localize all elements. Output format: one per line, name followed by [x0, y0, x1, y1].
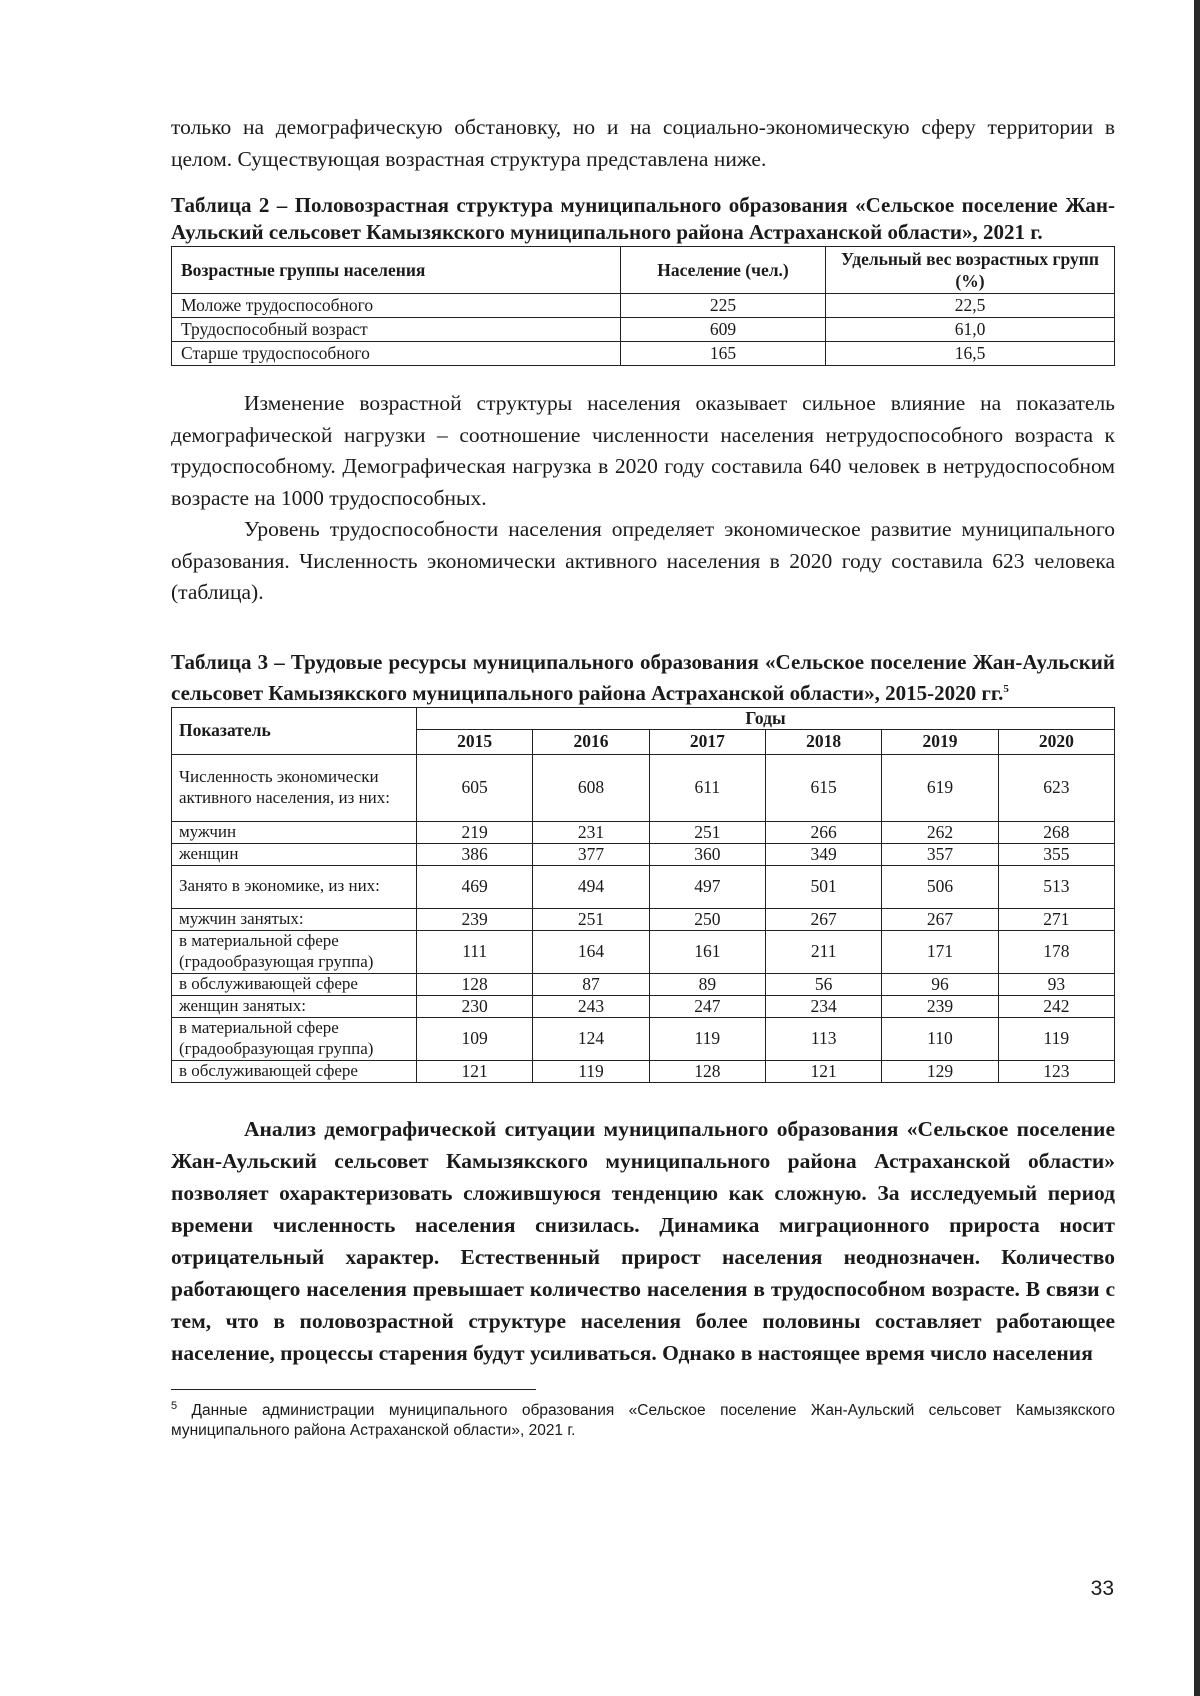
table3-cell: 109: [417, 1017, 533, 1060]
table3-cell: 178: [998, 930, 1114, 973]
table3-cell: 171: [882, 930, 998, 973]
table3-cell: 119: [649, 1017, 765, 1060]
table3-cell: 619: [882, 754, 998, 821]
table3-cell: 111: [417, 930, 533, 973]
table2-cell: Трудоспособный возраст: [172, 318, 621, 342]
table3-cell: 271: [998, 908, 1114, 930]
table3-cell: 349: [765, 843, 881, 865]
table3-cell: 266: [765, 821, 881, 843]
table3-cell: 129: [882, 1060, 998, 1082]
table3-body: [172, 754, 1115, 1082]
table2-header-row: [172, 247, 1115, 294]
table3-cell: 360: [649, 843, 765, 865]
table3-cell: 377: [533, 843, 649, 865]
table3-header-row-1: [172, 707, 1115, 729]
table3-cell: 386: [417, 843, 533, 865]
table-row: [172, 1060, 1115, 1082]
table3-cell: 623: [998, 754, 1114, 821]
table3-caption-text: Таблица 3 – Трудовые ресурсы муниципального образования «Сельское поселение Жан-Аульский сельсовет Камызякского муниципального района Астраханской области», 2015-2020 гг.: [171, 649, 1115, 705]
table-row: [172, 1017, 1115, 1060]
table3-cell: 501: [765, 865, 881, 908]
footnote-mark: 5: [171, 1399, 178, 1412]
table3-row-label: в обслуживающей сфере: [172, 973, 417, 995]
table2-cell: 16,5: [826, 342, 1115, 366]
table3-cell: 123: [998, 1060, 1114, 1082]
table3-cell: 250: [649, 908, 765, 930]
table3-cell: 230: [417, 995, 533, 1017]
table-row: [172, 318, 1115, 342]
table-row: [172, 930, 1115, 973]
table3-cell: 239: [882, 995, 998, 1017]
table2: [171, 246, 1115, 366]
table3-cell: 251: [533, 908, 649, 930]
table3-cell: 121: [765, 1060, 881, 1082]
table3-cell: 119: [998, 1017, 1114, 1060]
table-row: [172, 821, 1115, 843]
table3-row-label: Занято в экономике, из них:: [172, 865, 417, 908]
table3-cell: 234: [765, 995, 881, 1017]
table3-cell: 93: [998, 973, 1114, 995]
table3-cell: 506: [882, 865, 998, 908]
table3: [171, 707, 1115, 1083]
table-row: [172, 908, 1115, 930]
table3-cell: 211: [765, 930, 881, 973]
table3-cell: 513: [998, 865, 1114, 908]
paragraph-labor-level: Уровень трудоспособности населения определяет экономическое развитие муниципального образования. Численность экономически активного населения в 2020 году составила 623 человека (таблица).: [171, 517, 1115, 604]
table2-cell: Старше трудоспособного: [172, 342, 621, 366]
table-row: [172, 865, 1115, 908]
table3-cell: 268: [998, 821, 1114, 843]
table3-row-label: в обслуживающей сфере: [172, 1060, 417, 1082]
table3-cell: 247: [649, 995, 765, 1017]
table3-row-label: в материальной сфере (градообразующая группа): [172, 1017, 417, 1060]
table3-header-years: Годы: [417, 707, 1115, 729]
table2-cell: 225: [621, 294, 826, 318]
table3-year-header: 2018: [765, 729, 881, 754]
table3-cell: 89: [649, 973, 765, 995]
table3-year-header: 2019: [882, 729, 998, 754]
table2-cell: 61,0: [826, 318, 1115, 342]
table3-cell: 611: [649, 754, 765, 821]
table3-cell: 87: [533, 973, 649, 995]
table3-row-label: Численность экономически активного населения, из них:: [172, 754, 417, 821]
table3-cell: 119: [533, 1060, 649, 1082]
table3-cell: 497: [649, 865, 765, 908]
intro-paragraph: только на демографическую обстановку, но и на социально-экономическую сферу территории в целом. Существующая возрастная структура представлена ниже.: [171, 115, 1115, 171]
table2-header-group: Возрастные группы населения: [172, 247, 621, 294]
footnote-divider: [171, 1389, 536, 1390]
table2-cell: 609: [621, 318, 826, 342]
table3-cell: 608: [533, 754, 649, 821]
table2-caption: Таблица 2 – Половозрастная структура муниципального образования «Сельское поселение Жан-Аульский сельсовет Камызякского муниципального района Астраханской области», 2021 г.: [171, 193, 1115, 244]
table3-header-indicator: Показатель: [172, 707, 417, 754]
table3-cell: 243: [533, 995, 649, 1017]
table3-cell: 121: [417, 1060, 533, 1082]
table3-cell: 242: [998, 995, 1114, 1017]
table3-cell: 113: [765, 1017, 881, 1060]
table3-cell: 56: [765, 973, 881, 995]
table3-row-label: женщин занятых:: [172, 995, 417, 1017]
table3-caption: [171, 649, 1115, 707]
table3-cell: 615: [765, 754, 881, 821]
table3-cell: 262: [882, 821, 998, 843]
page-number: 33: [1090, 1577, 1114, 1600]
paragraph-demographic-load: Изменение возрастной структуры населения оказывает сильное влияние на показатель демографической нагрузки – соотношение численности населения нетрудоспособного возраста к трудоспособному. Демографическая нагрузка в 2020 году составила 640 человек в нетрудоспособном возрасте на 1000 трудоспособных.: [171, 391, 1115, 510]
table-row: [172, 342, 1115, 366]
table2-cell: 165: [621, 342, 826, 366]
table3-cell: 164: [533, 930, 649, 973]
table3-cell: 124: [533, 1017, 649, 1060]
table-row: [172, 294, 1115, 318]
table3-cell: 110: [882, 1017, 998, 1060]
table3-year-header: 2016: [533, 729, 649, 754]
table3-cell: 96: [882, 973, 998, 995]
table2-cell: 22,5: [826, 294, 1115, 318]
conclusion-paragraph: Анализ демографической ситуации муниципального образования «Сельское поселение Жан-Аульский сельсовет Камызякского муниципального района Астраханской области» позволяет охарактеризовать сложившуюся тенденцию как сложную. За исследуемый период времени численность населения снизилась. Динамика миграционного прироста носит отрицательный характер. Естественный прирост населения неоднозначен. Количество работающего населения превышает количество населения в трудоспособном возрасте. В связи с тем, что в половозрастной структуре населения более половины составляет работающее население, процессы старения будут усиливаться. Однако в настоящее время число населения: [171, 1116, 1115, 1365]
table3-cell: 128: [417, 973, 533, 995]
page-edge: [1194, 0, 1200, 1696]
table3-cell: 231: [533, 821, 649, 843]
table3-cell: 219: [417, 821, 533, 843]
table3-cell: 355: [998, 843, 1114, 865]
table3-year-header: 2020: [998, 729, 1114, 754]
table3-year-header: 2015: [417, 729, 533, 754]
table3-cell: 251: [649, 821, 765, 843]
table3-cell: 239: [417, 908, 533, 930]
table3-cell: 494: [533, 865, 649, 908]
footnote-text: Данные администрации муниципального образования «Сельское поселение Жан-Аульский сельсовет Камызякского муниципального района Астраханской области», 2021 г.: [171, 1401, 1116, 1439]
table3-cell: 267: [765, 908, 881, 930]
table-row: [172, 754, 1115, 821]
table-row: [172, 843, 1115, 865]
page-content: [171, 112, 1115, 1441]
table-row: [172, 973, 1115, 995]
table-row: [172, 995, 1115, 1017]
table3-row-label: женщин: [172, 843, 417, 865]
footnote: [171, 1396, 1115, 1441]
table2-header-share: Удельный вес возрастных групп (%): [826, 247, 1115, 294]
table3-cell: 267: [882, 908, 998, 930]
table3-cell: 128: [649, 1060, 765, 1082]
table3-cell: 357: [882, 843, 998, 865]
table3-cell: 161: [649, 930, 765, 973]
table3-cell: 605: [417, 754, 533, 821]
table3-row-label: в материальной сфере (градообразующая группа): [172, 930, 417, 973]
table3-year-header: 2017: [649, 729, 765, 754]
footnote-reference: 5: [1003, 682, 1009, 695]
table3-cell: 469: [417, 865, 533, 908]
table2-header-population: Население (чел.): [621, 247, 826, 294]
table2-cell: Моложе трудоспособного: [172, 294, 621, 318]
table3-row-label: мужчин занятых:: [172, 908, 417, 930]
table3-row-label: мужчин: [172, 821, 417, 843]
